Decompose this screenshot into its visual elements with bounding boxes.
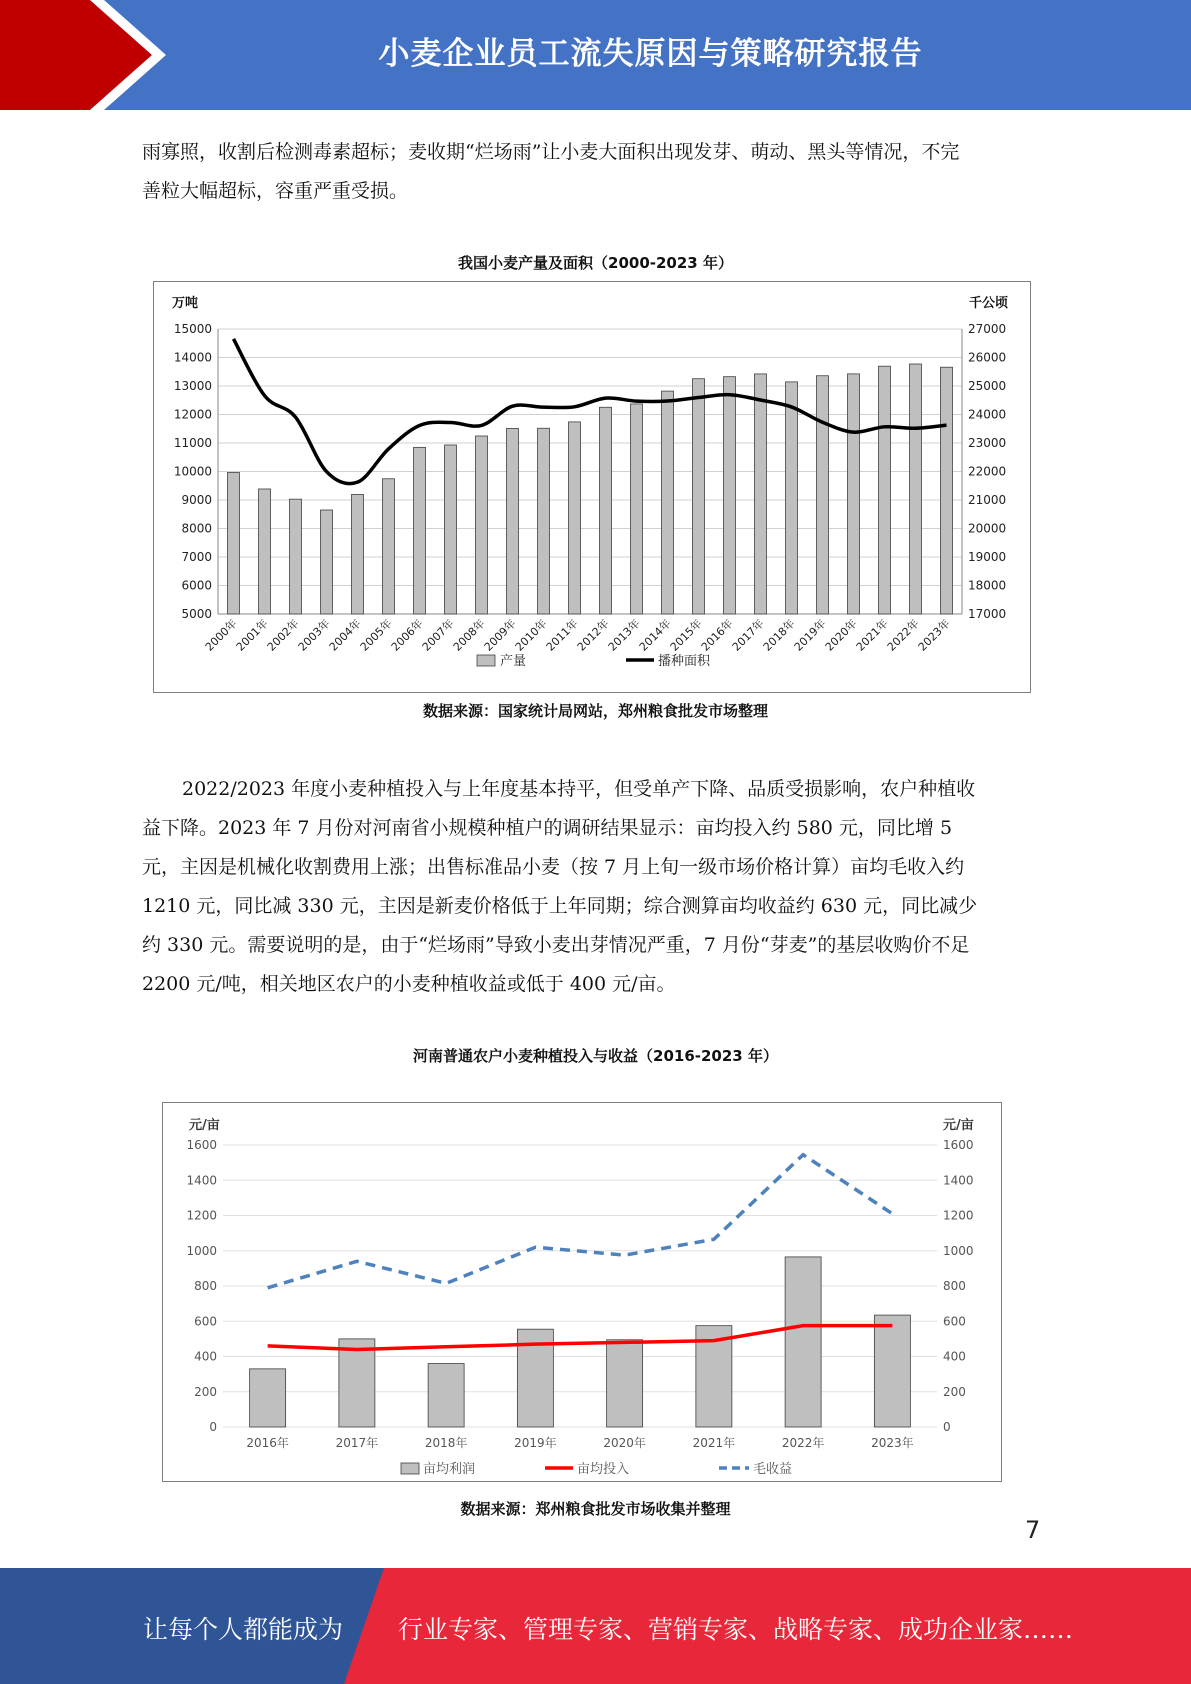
left-tick-label: 800 xyxy=(194,1279,217,1293)
header-title: 小麦企业员工流失原因与策略研究报告 xyxy=(378,36,923,72)
right-tick-label: 600 xyxy=(943,1314,966,1329)
bar-production xyxy=(941,367,953,614)
x-tick-label: 2022年 xyxy=(781,1436,825,1450)
right-tick-label: 0 xyxy=(943,1420,951,1434)
chart1-box xyxy=(153,281,1031,693)
x-tick-label: 2010年 xyxy=(512,616,550,654)
x-tick-label: 2012年 xyxy=(574,616,612,654)
x-tick-label: 2020年 xyxy=(603,1436,646,1450)
page-footer xyxy=(0,1568,1191,1684)
x-tick-label: 2019年 xyxy=(791,616,829,654)
right-tick-label: 17000 xyxy=(968,607,1007,621)
left-axis-unit: 万吨 xyxy=(172,296,199,311)
paragraph-line: 2022/2023 年度小麦种植投入与上年度基本持平，但受单产下降、品质受损影响，农户种植收 xyxy=(182,778,976,800)
x-tick-label: 2014年 xyxy=(636,616,674,654)
right-tick-label: 1000 xyxy=(943,1243,974,1258)
right-tick-label: 27000 xyxy=(968,322,1007,336)
footer-slogan-right: 行业专家、管理专家、营销专家、战略专家、成功企业家…… xyxy=(398,1615,1074,1644)
x-tick-label: 2001年 xyxy=(233,616,271,654)
x-tick-label: 2016年 xyxy=(246,1436,289,1450)
left-tick-label: 15000 xyxy=(173,322,212,336)
paragraph-line: 1210 元，同比减 330 元，主因是新麦价格低于上年同期；综合测算亩均收益约 630 元，同比减少 xyxy=(142,895,978,917)
paragraph-line: 善粒大幅超标，容重严重受损。 xyxy=(142,180,409,202)
x-tick-label: 2017年 xyxy=(335,1436,379,1450)
x-tick-label: 2009年 xyxy=(481,616,519,654)
x-tick-label: 2013年 xyxy=(605,616,643,654)
bar-production xyxy=(259,489,271,614)
left-axis-unit: 元/亩 xyxy=(189,1118,220,1133)
chart1-svg xyxy=(154,282,1030,692)
bar-production xyxy=(476,436,488,614)
bar-production xyxy=(693,379,705,614)
x-tick-label: 2005年 xyxy=(357,616,395,654)
x-tick-label: 2002年 xyxy=(264,616,302,654)
right-tick-label: 200 xyxy=(943,1384,966,1399)
right-tick-label: 1200 xyxy=(943,1208,974,1223)
right-tick-label: 25000 xyxy=(968,379,1007,393)
paragraph-line: 雨寡照，收割后检测毒素超标；麦收期“烂场雨”让小麦大面积出现发芽、萌动、黑头等情况，不完 xyxy=(142,141,960,163)
chart2-title: 河南普通农户小麦种植投入与收益（2016-2023 年） xyxy=(413,1047,778,1065)
x-tick-label: 2019年 xyxy=(514,1436,557,1450)
header-red-arrow xyxy=(0,0,152,110)
left-tick-label: 1200 xyxy=(186,1208,217,1223)
x-tick-label: 2018年 xyxy=(424,1436,468,1450)
paragraph-line: 2200 元/吨，相关地区农户的小麦种植收益或低于 400 元/亩。 xyxy=(142,973,676,995)
left-tick-label: 6000 xyxy=(181,578,212,593)
bar-production xyxy=(228,473,240,614)
right-tick-label: 400 xyxy=(943,1349,966,1364)
bar-production xyxy=(507,428,519,614)
bar-production xyxy=(724,377,736,614)
chart2-source: 数据来源：郑州粮食批发市场收集并整理 xyxy=(460,1500,731,1518)
right-axis-unit: 元/亩 xyxy=(943,1118,974,1133)
legend-label-gross-income: 毛收益 xyxy=(753,1462,793,1477)
right-tick-label: 24000 xyxy=(968,407,1007,422)
legend-label-production: 产量 xyxy=(500,654,527,669)
x-tick-label: 2006年 xyxy=(388,616,426,654)
page-number: 7 xyxy=(1025,1516,1041,1544)
right-tick-label: 21000 xyxy=(968,493,1007,507)
x-tick-label: 2000年 xyxy=(202,616,240,654)
x-tick-label: 2015年 xyxy=(667,616,705,654)
right-tick-label: 800 xyxy=(943,1279,966,1293)
x-tick-label: 2008年 xyxy=(450,616,488,654)
left-tick-label: 1000 xyxy=(186,1243,217,1258)
paragraph-line: 约 330 元。需要说明的是，由于“烂场雨”导致小麦出芽情况严重，7 月份“芽麦”的基层收购价不足 xyxy=(142,934,970,956)
left-tick-label: 11000 xyxy=(173,436,212,450)
chart2-box xyxy=(162,1102,1002,1482)
legend-label-profit: 亩均利润 xyxy=(423,1462,476,1477)
right-tick-label: 1600 xyxy=(943,1138,974,1152)
legend-swatch-profit xyxy=(401,1463,419,1474)
left-tick-label: 9000 xyxy=(181,493,212,507)
bar-production xyxy=(445,445,457,614)
legend-swatch-production xyxy=(477,655,495,666)
bar-profit xyxy=(250,1369,286,1427)
right-axis-unit: 千公顷 xyxy=(969,296,1009,311)
legend-label-area: 播种面积 xyxy=(658,654,711,669)
x-tick-label: 2023年 xyxy=(915,616,953,654)
right-tick-label: 26000 xyxy=(968,350,1007,365)
chart1-source: 数据来源：国家统计局网站，郑州粮食批发市场整理 xyxy=(422,702,768,720)
paragraph-2 xyxy=(142,770,1052,1004)
chart1-title: 我国小麦产量及面积（2000-2023 年） xyxy=(458,254,733,272)
bar-production xyxy=(538,428,550,614)
x-tick-label: 2021年 xyxy=(853,616,891,654)
x-tick-label: 2011年 xyxy=(543,616,581,654)
left-tick-label: 7000 xyxy=(181,550,212,564)
right-tick-label: 19000 xyxy=(968,550,1007,564)
left-tick-label: 12000 xyxy=(173,407,212,422)
x-tick-label: 2016年 xyxy=(698,616,736,654)
x-tick-label: 2007年 xyxy=(419,616,457,654)
left-tick-label: 8000 xyxy=(181,521,212,536)
left-tick-label: 14000 xyxy=(173,350,212,365)
bar-production xyxy=(817,376,829,614)
left-tick-label: 10000 xyxy=(173,464,212,479)
bar-production xyxy=(879,366,891,614)
bar-profit xyxy=(607,1340,643,1427)
left-tick-label: 1600 xyxy=(186,1138,217,1152)
bar-profit xyxy=(874,1315,910,1427)
bar-production xyxy=(600,407,612,614)
bar-production xyxy=(662,391,674,614)
right-tick-label: 18000 xyxy=(968,578,1007,593)
x-tick-label: 2004年 xyxy=(326,616,364,654)
paragraph-line: 益下降。2023 年 7 月份对河南省小规模种植户的调研结果显示：亩均投入约 580 元，同比增 5 xyxy=(142,817,953,839)
x-tick-label: 2018年 xyxy=(760,616,798,654)
bar-profit xyxy=(785,1257,821,1427)
x-tick-label: 2017年 xyxy=(729,616,767,654)
x-tick-label: 2022年 xyxy=(884,616,922,654)
right-tick-label: 22000 xyxy=(968,464,1007,479)
bar-production xyxy=(755,374,767,614)
bar-production xyxy=(786,382,798,614)
left-tick-label: 400 xyxy=(194,1349,217,1364)
bar-production xyxy=(321,510,333,614)
bar-profit xyxy=(428,1364,464,1427)
left-tick-label: 13000 xyxy=(173,379,212,393)
line-sown-area xyxy=(234,339,947,484)
legend-label-investment: 亩均投入 xyxy=(577,1462,630,1477)
page-header xyxy=(0,0,1191,110)
paragraph-line: 元，主因是机械化收割费用上涨；出售标准品小麦（按 7 月上旬一级市场价格计算）亩均毛收入约 xyxy=(142,856,965,878)
bar-production xyxy=(290,499,302,614)
left-tick-label: 1400 xyxy=(186,1173,217,1188)
bar-production xyxy=(352,494,364,614)
paragraph-1 xyxy=(142,133,1052,211)
chart2-svg xyxy=(163,1103,1001,1481)
left-tick-label: 200 xyxy=(194,1384,217,1399)
bar-production xyxy=(910,364,922,614)
x-tick-label: 2020年 xyxy=(822,616,860,654)
bar-production xyxy=(383,479,395,614)
right-tick-label: 1400 xyxy=(943,1173,974,1188)
bar-production xyxy=(569,422,581,614)
left-tick-label: 5000 xyxy=(181,607,212,621)
bar-production xyxy=(631,404,643,614)
right-tick-label: 23000 xyxy=(968,436,1007,450)
right-tick-label: 20000 xyxy=(968,521,1007,536)
x-tick-label: 2023年 xyxy=(871,1436,914,1450)
bar-profit xyxy=(339,1339,375,1427)
x-tick-label: 2003年 xyxy=(295,616,333,654)
bar-production xyxy=(848,374,860,614)
footer-slogan-left: 让每个人都能成为 xyxy=(143,1615,344,1644)
bar-production xyxy=(414,447,426,614)
left-tick-label: 600 xyxy=(194,1314,217,1329)
left-tick-label: 0 xyxy=(209,1420,217,1434)
x-tick-label: 2021年 xyxy=(692,1436,736,1450)
